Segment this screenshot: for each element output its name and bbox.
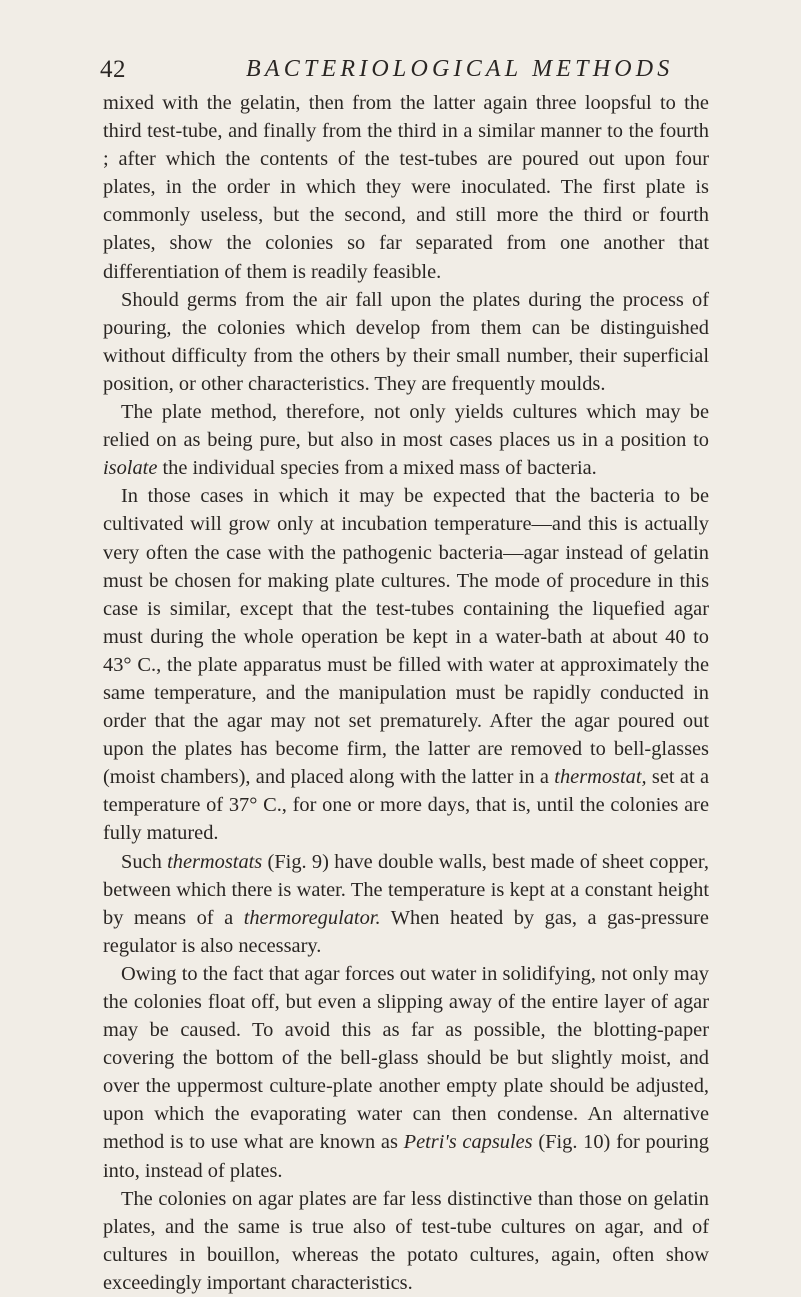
- paragraph-thermostats: [103, 848, 709, 960]
- paragraph-text: When heated by gas, a gas-pressure regulator is also necessary.: [103, 906, 709, 957]
- running-head: [100, 56, 710, 90]
- italic-term-thermoregulator: thermoregulator.: [243, 906, 381, 929]
- paragraph-colonies: [103, 1185, 709, 1297]
- italic-term-thermostat: thermostat,: [554, 766, 647, 789]
- paragraph-text: (Fig. 10) for pouring into, instead of plates.: [103, 1131, 709, 1182]
- paragraph-plate-method: [103, 398, 709, 482]
- paragraph-air-germs: [103, 286, 709, 398]
- paragraph-text: Such: [121, 850, 168, 873]
- paragraph-text: mixed with the gelatin, then from the latter again three loopsful to the third test-tube, and finally from the third in a similar manner to the fourth ; after which the contents of the test-tubes are poured out upon four plates, in the order in which they were inoculated. The first plate is commonly useless, but the second, and still more the third or fourth plates, show the colonies so far separated from one another that differentiation of them is readily feasible.: [103, 92, 709, 283]
- running-title: BACTERIOLOGICAL METHODS: [246, 56, 674, 82]
- italic-term-petri-capsules: Petri's capsules: [403, 1131, 533, 1154]
- page-number: 42: [100, 56, 126, 83]
- paragraph-text: set at a temperature of 37° C., for one or more days, that is, until the colonies are fully matured.: [103, 766, 709, 845]
- paragraph-text: Should germs from the air fall upon the plates during the process of pouring, the colonies which develop from them can be distinguished without difficulty from the others by their small number, their superficial position, or other characteristics. They are frequently moulds.: [103, 288, 709, 395]
- paragraph-text: Owing to the fact that agar forces out water in solidifying, not only may the colonies float off, but even a slipping away of the entire layer of agar may be caused. To avoid this as far as possible, the blotting-paper covering the bottom of the bell-glass should be but slightly moist, and over the uppermost culture-plate another empty plate should be adjusted, upon which the evaporating water can then condense. An alternative method is to use what are known as: [103, 962, 709, 1154]
- italic-term-isolate: isolate: [103, 457, 158, 480]
- paragraph-text: In those cases in which it may be expected that the bacteria to be cultivated will grow only at incubation temperature—and this is actually very often the case with the pathogenic bacteria—agar instead of gelatin must be chosen for making plate cultures. The mode of procedure in this case is similar, except that the test-tubes containing the liquefied agar must during the whole operation be kept in a water-bath at about 40 to 43° C., the plate apparatus must be filled with water at approximately the same temperature, and the manipulation must be rapidly conducted in order that the agar may not set prematurely. After the agar poured out upon the plates has become firm, the latter are removed to bell-glasses (moist chambers), and placed along with the latter in a: [103, 485, 709, 789]
- paragraph-text: The plate method, therefore, not only yields cultures which may be relied on as being pure, but also in most cases places us in a position to: [103, 401, 709, 452]
- paragraph-agar-plates: [103, 482, 709, 847]
- body-text: [103, 89, 709, 1297]
- paragraph-continuation: [103, 89, 709, 286]
- paragraph-text: the individual species from a mixed mass of bacteria.: [157, 457, 597, 480]
- italic-term-thermostats: thermostats: [167, 850, 263, 873]
- paragraph-text: (Fig. 9) have double walls, best made of sheet copper, between which there is water. The temperature is kept at a constant height by means of a: [103, 850, 709, 929]
- paragraph-agar-water: [103, 960, 709, 1185]
- paragraph-text: The colonies on agar plates are far less distinctive than those on gelatin plates, and the same is true also of test-tube cultures on agar, and of cultures in bouillon, whereas the potato cultures, again, often show exceedingly important characteristics.: [103, 1187, 709, 1294]
